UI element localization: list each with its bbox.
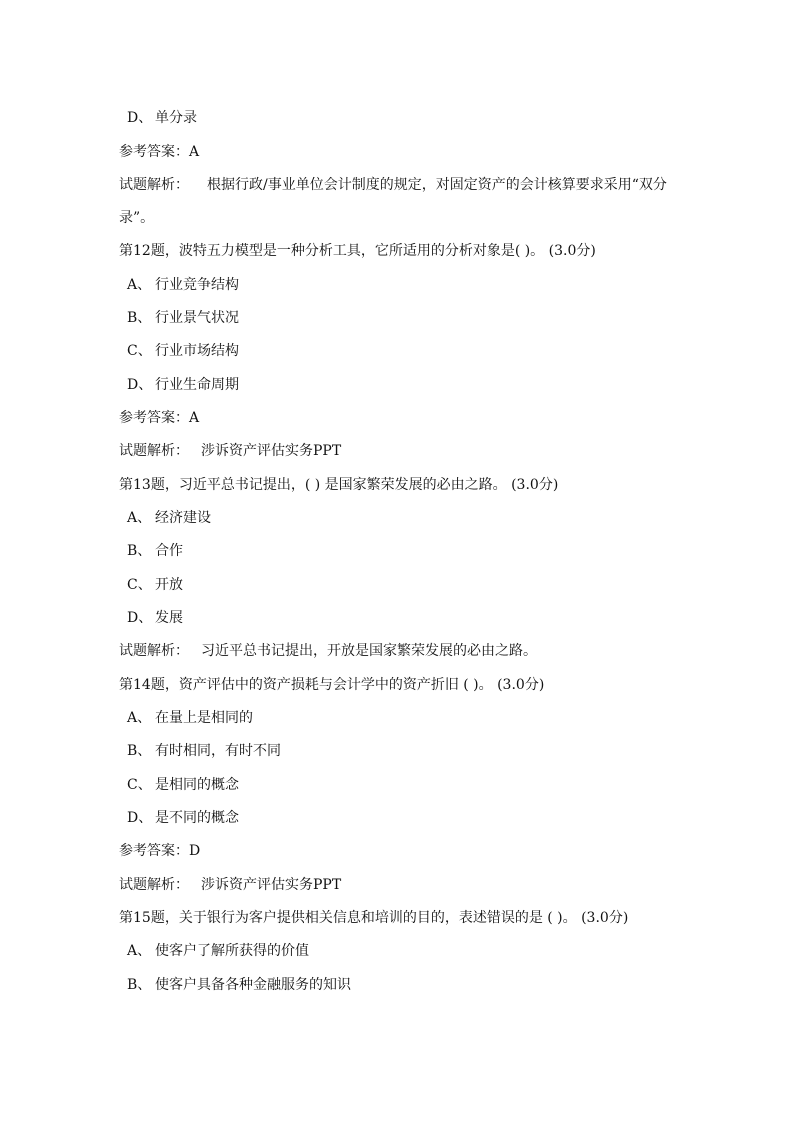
analysis-label: 试题解析：	[119, 877, 189, 893]
option-letter: C、	[127, 343, 152, 359]
option-item	[127, 542, 183, 560]
option-item	[127, 376, 239, 394]
reference-answer: 参考答案：D	[119, 843, 201, 859]
option-letter: B、	[127, 743, 152, 759]
option-item	[127, 276, 239, 294]
option-item	[127, 309, 239, 327]
option-letter: D、	[127, 377, 153, 393]
option-item	[127, 776, 239, 794]
option-text: 是相同的概念	[155, 777, 239, 793]
option-letter: A、	[127, 710, 152, 726]
option-text: 使客户了解所获得的价值	[155, 943, 309, 959]
option-letter: D、	[127, 610, 153, 626]
option-item	[127, 709, 253, 727]
option-text: 行业景气状况	[155, 310, 239, 326]
question-title: 第15题，关于银行为客户提供相关信息和培训的目的，表述错误的是 ( )。 (3.0分)	[119, 910, 629, 926]
option-text: 经济建设	[155, 510, 211, 526]
option-item	[127, 609, 183, 627]
question-title: 第14题，资产评估中的资产损耗与会计学中的资产折旧 ( )。 (3.0分)	[119, 677, 545, 693]
option-text: 单分录	[155, 110, 197, 126]
option-text: 发展	[155, 610, 183, 626]
option-text: 有时相同，有时不同	[155, 743, 281, 759]
analysis-continued: 录”。	[119, 210, 155, 226]
option-text: 在量上是相同的	[155, 710, 253, 726]
option-item	[127, 109, 197, 127]
option-letter: D、	[127, 110, 153, 126]
option-letter: A、	[127, 943, 152, 959]
option-item	[127, 976, 351, 994]
option-item	[127, 342, 239, 360]
option-text: 行业竞争结构	[155, 277, 239, 293]
question-title: 第13题，习近平总书记提出，( ) 是国家繁荣发展的必由之路。 (3.0分)	[119, 477, 559, 493]
option-item	[127, 942, 309, 960]
analysis	[119, 176, 667, 194]
analysis-text: 根据行政/事业单位会计制度的规定，对固定资产的会计核算要求采用“双分	[207, 177, 667, 193]
option-letter: B、	[127, 310, 152, 326]
option-letter: D、	[127, 810, 153, 826]
option-letter: A、	[127, 277, 152, 293]
option-text: 使客户具备各种金融服务的知识	[155, 977, 351, 993]
option-letter: B、	[127, 977, 152, 993]
option-item	[127, 576, 183, 594]
option-text: 行业市场结构	[155, 343, 239, 359]
option-text: 是不同的概念	[155, 810, 239, 826]
option-letter: C、	[127, 777, 152, 793]
option-item	[127, 742, 281, 760]
reference-answer: 参考答案：A	[119, 410, 200, 426]
analysis	[119, 642, 537, 660]
analysis	[119, 442, 341, 460]
analysis-text: 涉诉资产评估实务PPT	[201, 877, 342, 893]
option-item	[127, 509, 211, 527]
option-text: 开放	[155, 577, 183, 593]
analysis-text: 涉诉资产评估实务PPT	[201, 443, 342, 459]
option-item	[127, 809, 239, 827]
analysis-label: 试题解析：	[119, 643, 189, 659]
option-text: 行业生命周期	[155, 377, 239, 393]
option-letter: B、	[127, 543, 152, 559]
question-title: 第12题，波特五力模型是一种分析工具，它所适用的分析对象是( )。 (3.0分)	[119, 243, 596, 259]
reference-answer: 参考答案：A	[119, 144, 200, 160]
option-letter: C、	[127, 577, 152, 593]
analysis-text: 习近平总书记提出，开放是国家繁荣发展的必由之路。	[201, 643, 537, 659]
option-text: 合作	[155, 543, 183, 559]
analysis-label: 试题解析：	[119, 443, 189, 459]
analysis-label: 试题解析：	[119, 177, 189, 193]
analysis	[119, 876, 341, 894]
option-letter: A、	[127, 510, 152, 526]
